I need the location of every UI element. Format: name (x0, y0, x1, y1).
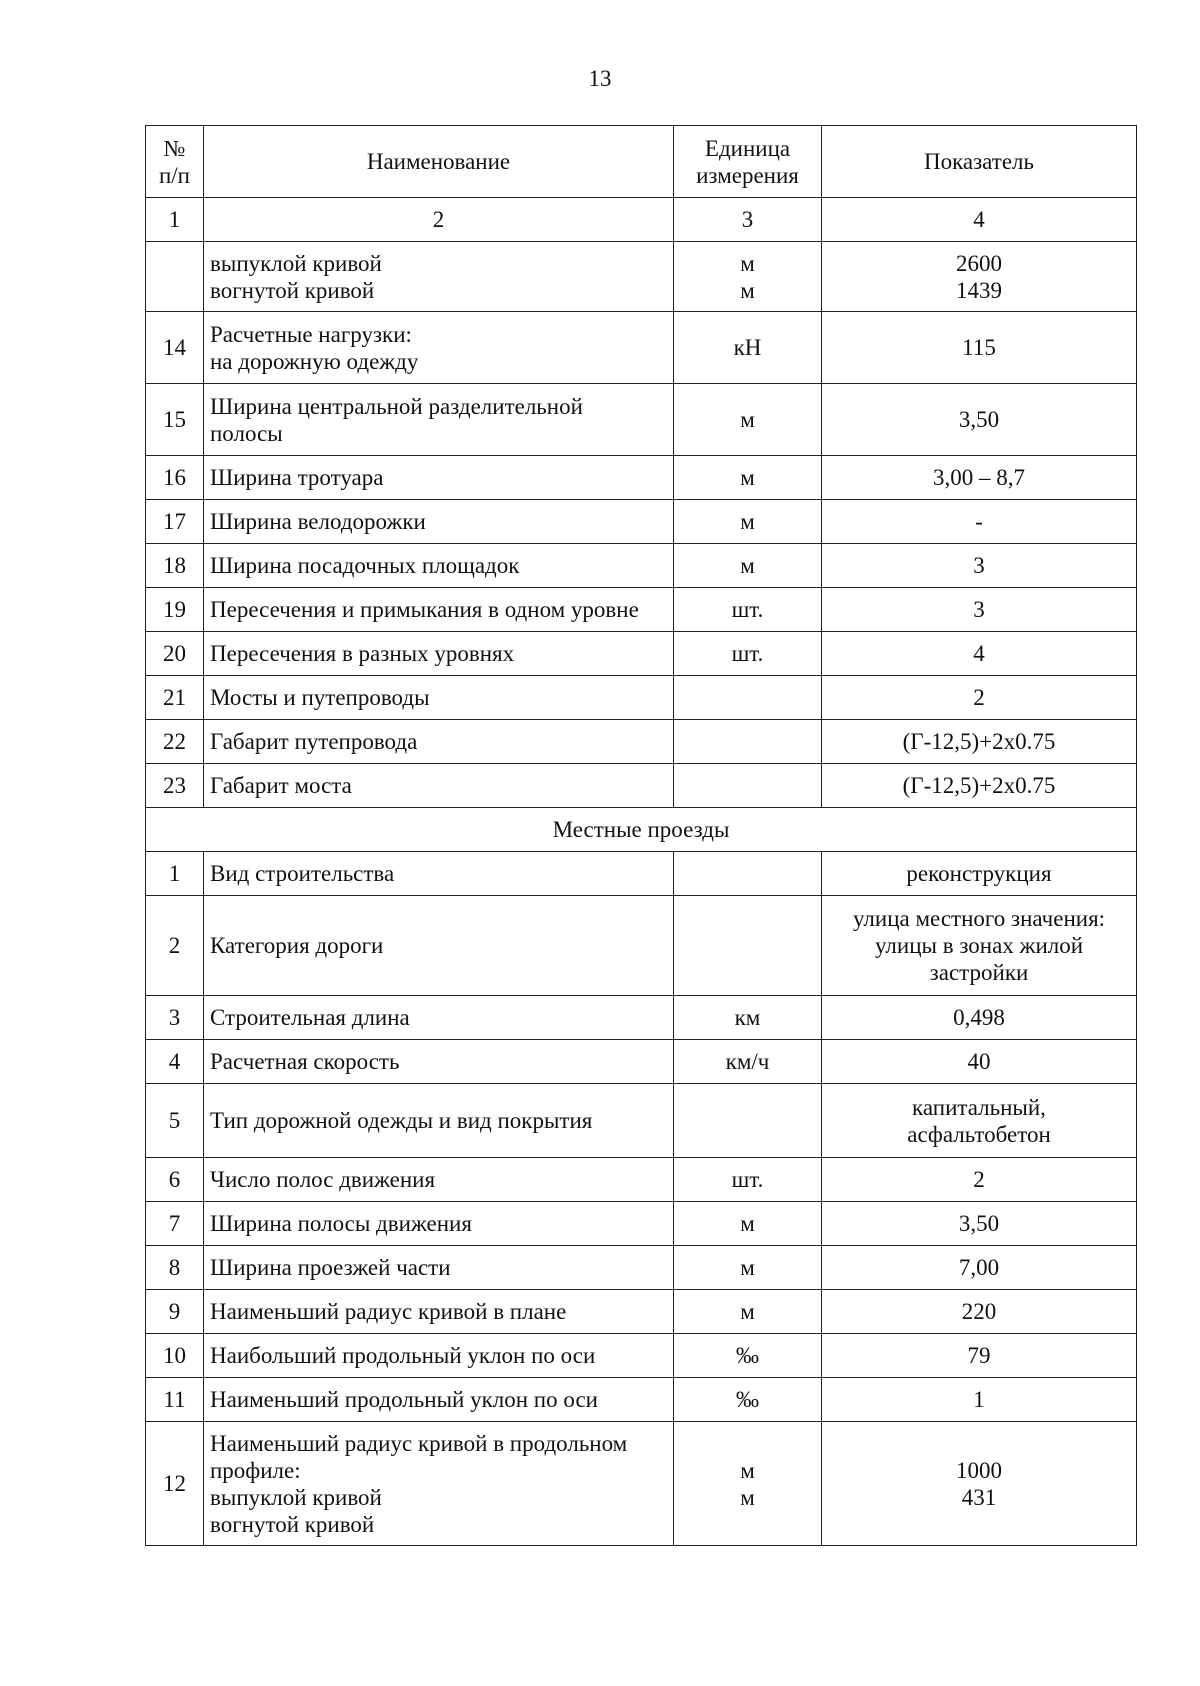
row-value-line: 2 (973, 1167, 985, 1192)
row-value-line: 3 (973, 553, 985, 578)
header-num-line: № (163, 135, 186, 161)
row-name (204, 1246, 674, 1290)
row-number: 19 (146, 588, 204, 632)
table-row (146, 500, 1137, 544)
row-name-line: Ширина центральной разделительной (210, 393, 583, 419)
row-name (204, 1334, 674, 1378)
row-name-line: Габарит моста (210, 773, 352, 798)
row-number: 20 (146, 632, 204, 676)
row-unit-line: м (740, 1299, 755, 1324)
row-name (204, 1158, 674, 1202)
row-value-line: 1000 (956, 1457, 1002, 1483)
row-value-line: 3,00 – 8,7 (933, 465, 1025, 490)
row-unit-line: м (740, 277, 755, 303)
row-name-line: Расчетные нагрузки: (210, 321, 412, 347)
row-name-line: Наименьший радиус кривой в продольном (210, 1430, 628, 1456)
row-unit (674, 632, 822, 676)
row-name-line: Строительная длина (210, 1005, 410, 1030)
table-row (146, 544, 1137, 588)
row-value-line: 431 (961, 1484, 997, 1510)
row-unit (674, 1158, 822, 1202)
row-unit (674, 720, 822, 764)
row-value-line: улица местного значения: (852, 906, 1106, 931)
table-row (146, 1246, 1137, 1290)
row-name-line: Мосты и путепроводы (210, 685, 430, 710)
row-value (822, 1040, 1137, 1084)
header-unit-line: Единица (704, 135, 791, 161)
row-unit-line: шт. (731, 641, 764, 666)
row-unit (674, 896, 822, 996)
row-number: 7 (146, 1202, 204, 1246)
row-number: 6 (146, 1158, 204, 1202)
row-value-line: улицы в зонах жилой (874, 933, 1084, 958)
row-unit (674, 312, 822, 384)
row-name-line: Расчетная скорость (210, 1049, 400, 1074)
column-number: 4 (822, 198, 1137, 242)
row-name (204, 500, 674, 544)
row-value (822, 1158, 1137, 1202)
row-value (822, 1334, 1137, 1378)
parameters-table (145, 125, 1137, 1546)
row-name-line: вогнутой кривой (210, 277, 375, 303)
row-unit-line: ‰ (736, 1387, 759, 1412)
row-unit (674, 1378, 822, 1422)
table-row (146, 456, 1137, 500)
row-name-line: Ширина велодорожки (210, 509, 426, 534)
header-name: Наименование (204, 126, 674, 198)
row-name-line: Вид строительства (210, 861, 395, 886)
row-unit (674, 242, 822, 312)
row-value-line: - (975, 509, 983, 534)
row-value-line: 220 (961, 1299, 997, 1324)
row-name (204, 996, 674, 1040)
row-value (822, 852, 1137, 896)
row-unit-line: м (740, 407, 755, 432)
table-row (146, 312, 1137, 384)
row-value-line: (Г-12,5)+2х0.75 (902, 773, 1056, 798)
row-value-line: 79 (967, 1343, 991, 1368)
row-unit (674, 588, 822, 632)
row-value-line: 40 (967, 1049, 991, 1074)
row-name-line: Наименьший продольный уклон по оси (210, 1387, 598, 1412)
row-unit-line: км/ч (725, 1049, 770, 1074)
row-name (204, 1084, 674, 1158)
row-unit-line: м (740, 1211, 755, 1236)
table-row (146, 1084, 1137, 1158)
row-name-line: Тип дорожной одежды и вид покрытия (210, 1108, 593, 1133)
row-unit (674, 1040, 822, 1084)
table-row (146, 1040, 1137, 1084)
row-unit-line: м (740, 250, 755, 276)
row-value (822, 896, 1137, 996)
section-row (146, 808, 1137, 852)
row-value (822, 632, 1137, 676)
table-row (146, 384, 1137, 456)
row-number: 2 (146, 896, 204, 996)
table-row (146, 852, 1137, 896)
row-value (822, 1290, 1137, 1334)
row-unit-line: м (740, 553, 755, 578)
row-unit (674, 1202, 822, 1246)
column-number: 3 (674, 198, 822, 242)
row-number: 15 (146, 384, 204, 456)
table-row (146, 676, 1137, 720)
table-row (146, 1422, 1137, 1546)
row-value (822, 1378, 1137, 1422)
column-number: 1 (146, 198, 204, 242)
row-value-line: 1439 (956, 277, 1002, 303)
row-number: 9 (146, 1290, 204, 1334)
row-number: 12 (146, 1422, 204, 1546)
table-row (146, 1290, 1137, 1334)
row-value (822, 1246, 1137, 1290)
row-name (204, 544, 674, 588)
row-name (204, 242, 674, 312)
row-name-line: выпуклой кривой (210, 250, 382, 276)
row-value (822, 720, 1137, 764)
row-unit (674, 764, 822, 808)
row-name (204, 676, 674, 720)
row-name-line: Число полос движения (210, 1167, 436, 1192)
row-number (146, 242, 204, 312)
row-value-line: 3,50 (958, 407, 1000, 432)
row-number: 21 (146, 676, 204, 720)
row-value (822, 996, 1137, 1040)
row-name (204, 312, 674, 384)
row-value (822, 500, 1137, 544)
row-unit (674, 456, 822, 500)
row-unit-line: м (740, 1255, 755, 1280)
row-value-line: (Г-12,5)+2х0.75 (902, 729, 1056, 754)
row-name (204, 852, 674, 896)
row-number: 23 (146, 764, 204, 808)
row-number: 4 (146, 1040, 204, 1084)
section-title: Местные проезды (146, 808, 1137, 852)
header-row (146, 126, 1137, 198)
row-unit-line: м (740, 1457, 755, 1483)
row-name-line: Наибольший продольный уклон по оси (210, 1343, 596, 1368)
row-name (204, 588, 674, 632)
row-name (204, 456, 674, 500)
row-number: 1 (146, 852, 204, 896)
row-unit-line: ‰ (736, 1343, 759, 1368)
row-unit-line: м (740, 1484, 755, 1510)
row-unit (674, 1246, 822, 1290)
row-value-line: 0,498 (953, 1005, 1005, 1030)
row-unit (674, 544, 822, 588)
row-name-line: Ширина проезжей части (210, 1255, 451, 1280)
row-value (822, 544, 1137, 588)
table-row (146, 1378, 1137, 1422)
header-unit (674, 126, 822, 198)
table-row (146, 242, 1137, 312)
row-name (204, 632, 674, 676)
table-row (146, 1334, 1137, 1378)
row-name-line: Ширина полосы движения (210, 1211, 472, 1236)
row-unit-line: км (734, 1005, 761, 1030)
row-name-line: Наименьший радиус кривой в плане (210, 1299, 567, 1324)
row-value (822, 1202, 1137, 1246)
table-row (146, 588, 1137, 632)
row-unit-line: м (740, 465, 755, 490)
header-num (146, 126, 204, 198)
row-unit (674, 500, 822, 544)
row-name-line: Категория дороги (210, 933, 384, 958)
row-name-line: Ширина тротуара (210, 465, 384, 490)
row-value (822, 1422, 1137, 1546)
row-name-line: Пересечения и примыкания в одном уровне (210, 597, 639, 622)
row-value-line: 4 (973, 641, 985, 666)
row-unit (674, 384, 822, 456)
row-value (822, 1084, 1137, 1158)
row-name-line: выпуклой кривой (210, 1484, 382, 1510)
row-value (822, 588, 1137, 632)
row-value (822, 764, 1137, 808)
row-name-line: Габарит путепровода (210, 729, 418, 754)
row-value-line: 3 (973, 597, 985, 622)
row-name (204, 1422, 674, 1546)
row-value-line: асфальтобетон (907, 1121, 1051, 1147)
row-name-line: Ширина посадочных площадок (210, 553, 520, 578)
row-unit-line: шт. (731, 1167, 764, 1192)
row-unit (674, 852, 822, 896)
row-number: 16 (146, 456, 204, 500)
row-value (822, 676, 1137, 720)
row-number: 3 (146, 996, 204, 1040)
table-row (146, 720, 1137, 764)
row-value (822, 242, 1137, 312)
row-number: 18 (146, 544, 204, 588)
row-name (204, 1290, 674, 1334)
header-value: Показатель (822, 126, 1137, 198)
row-number: 17 (146, 500, 204, 544)
row-unit-line: м (740, 509, 755, 534)
row-name (204, 384, 674, 456)
row-value-line: 2600 (956, 250, 1002, 276)
row-name (204, 1040, 674, 1084)
page-number: 13 (588, 66, 612, 91)
row-unit-line: кН (733, 335, 762, 360)
table-row (146, 1202, 1137, 1246)
row-name-line: профиле: (210, 1457, 301, 1483)
column-number-row (146, 198, 1137, 242)
row-value-line: реконструкция (906, 861, 1052, 886)
row-name (204, 764, 674, 808)
table-row (146, 1158, 1137, 1202)
row-value-line: застройки (929, 960, 1029, 985)
header-unit-line: измерения (696, 162, 799, 188)
row-name-line: на дорожную одежду (210, 348, 419, 374)
row-value-line: 1 (973, 1387, 985, 1412)
row-unit-line: шт. (731, 597, 764, 622)
row-number: 11 (146, 1378, 204, 1422)
table-row (146, 764, 1137, 808)
row-name-line: полосы (210, 420, 283, 446)
row-unit (674, 676, 822, 720)
table-row (146, 896, 1137, 996)
row-name (204, 1378, 674, 1422)
row-name (204, 720, 674, 764)
row-name-line: вогнутой кривой (210, 1511, 375, 1537)
row-number: 5 (146, 1084, 204, 1158)
row-value (822, 312, 1137, 384)
row-value (822, 384, 1137, 456)
row-unit (674, 1422, 822, 1546)
table-row (146, 632, 1137, 676)
row-name (204, 896, 674, 996)
row-number: 22 (146, 720, 204, 764)
row-value-line: 115 (962, 335, 996, 360)
row-value (822, 456, 1137, 500)
row-name-line: Пересечения в разных уровнях (210, 641, 515, 666)
row-unit (674, 996, 822, 1040)
column-number: 2 (204, 198, 674, 242)
row-name (204, 1202, 674, 1246)
row-number: 8 (146, 1246, 204, 1290)
row-value-line: капитальный, (912, 1094, 1046, 1120)
row-unit (674, 1084, 822, 1158)
row-value-line: 2 (973, 685, 985, 710)
row-number: 10 (146, 1334, 204, 1378)
row-unit (674, 1290, 822, 1334)
row-unit (674, 1334, 822, 1378)
row-number: 14 (146, 312, 204, 384)
row-value-line: 3,50 (958, 1211, 1000, 1236)
header-num-line: п/п (158, 162, 190, 188)
row-value-line: 7,00 (958, 1255, 1000, 1280)
table-row (146, 996, 1137, 1040)
